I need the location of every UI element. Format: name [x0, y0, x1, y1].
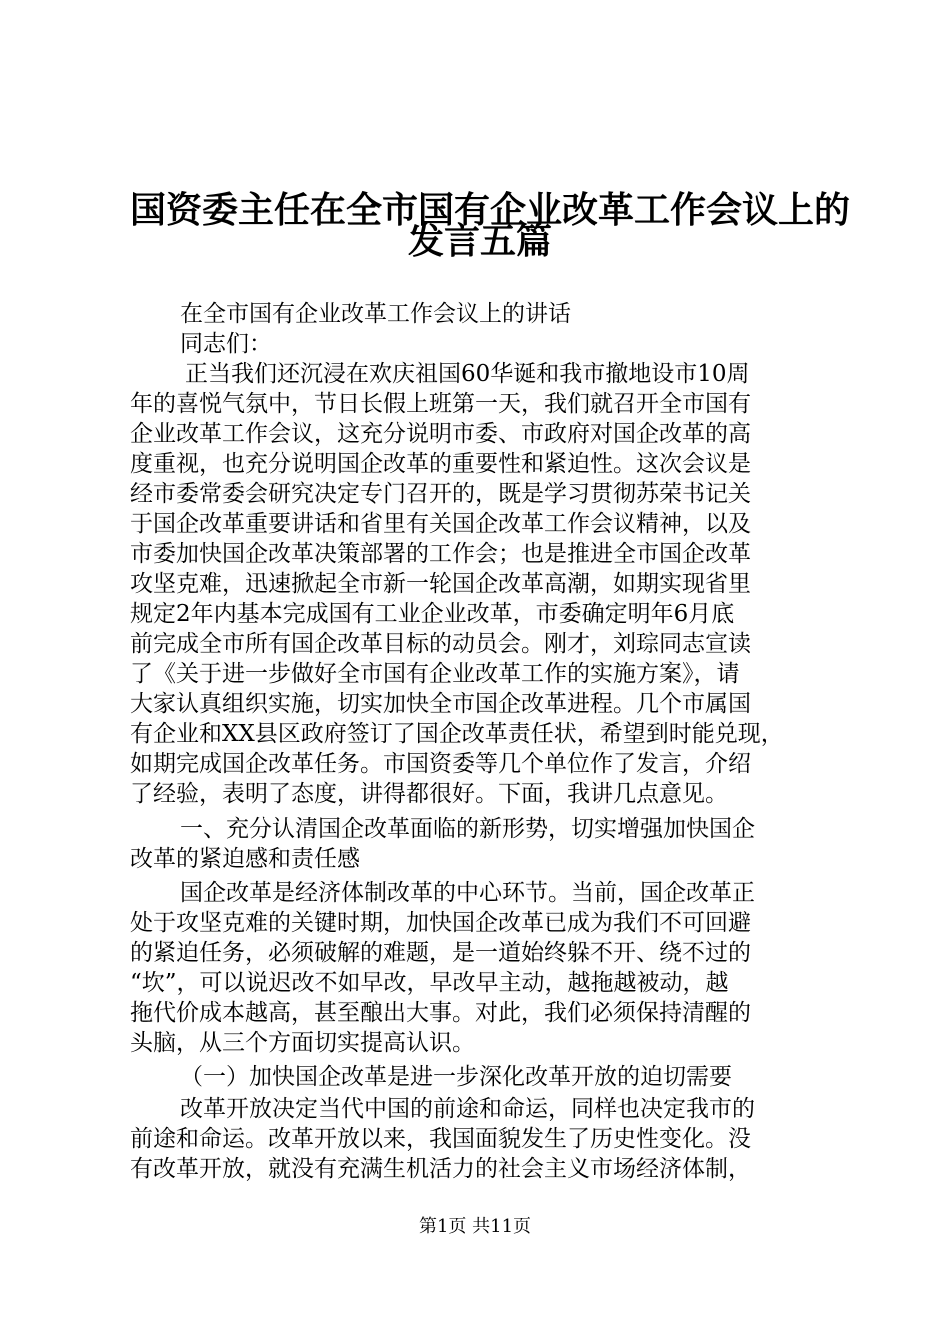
text-line: 了经验，表明了态度，讲得都很好。下面，我讲几点意见。 [130, 781, 728, 807]
text-line: 规定2年内基本完成国有工业企业改革，市委确定明年6月底 [130, 601, 735, 627]
text-line: 前途和命运。改革开放以来，我国面貌发生了历史性变化。没 [130, 1126, 751, 1152]
text-line: 拖代价成本越高，甚至酿出大事。对此，我们必须保持清醒的 [130, 1000, 751, 1026]
text-line: 年的喜悦气氛中，节日长假上班第一天，我们就召开全市国有 [130, 391, 751, 417]
section-heading: 一、充分认清国企改革面临的新形势，切实增强加快国企 [180, 816, 755, 842]
text-line: 攻坚克难，迅速掀起全市新一轮国企改革高潮，如期实现省里 [130, 571, 751, 597]
text-line: “坎”，可以说迟改不如早改，早改早主动，越拖越被动，越 [130, 970, 729, 996]
text-line: 经市委常委会研究决定专门召开的，既是学习贯彻苏荣书记关 [130, 481, 751, 507]
text-line: 如期完成国企改革任务。市国资委等几个单位作了发言，介绍 [130, 751, 751, 777]
document-title-line-2: 发言五篇 [407, 220, 552, 262]
text-line: 的紧迫任务，必须破解的难题，是一道始终躲不开、绕不过的 [130, 940, 751, 966]
text-line: 有企业和XX县区政府签订了国企改革责任状，希望到时能兑现， [130, 721, 784, 747]
document-title-line-1: 国资委主任在全市国有企业改革工作会议上的 [130, 189, 851, 231]
text-line: 度重视，也充分说明国企改革的重要性和紧迫性。这次会议是 [130, 451, 751, 477]
document-subtitle: 在全市国有企业改革工作会议上的讲话 [180, 301, 571, 327]
text-line: 处于攻坚克难的关键时期，加快国企改革已成为我们不可回避 [130, 910, 751, 936]
text-line: 改革开放决定当代中国的前途和命运，同样也决定我市的 [180, 1096, 755, 1122]
section-heading: 改革的紧迫感和责任感 [130, 846, 360, 872]
text-line: 了《关于进一步做好全市国有企业改革工作的实施方案》，请 [130, 661, 740, 687]
subsection-heading: （一）加快国企改革是进一步深化改革开放的迫切需要 [180, 1064, 732, 1090]
text-line: 于国企改革重要讲话和省里有关国企改革工作会议精神，以及 [130, 511, 751, 537]
page-footer: 第1页 共11页 [418, 1216, 532, 1237]
text-line: 企业改革工作会议，这充分说明市委、市政府对国企改革的高 [130, 421, 751, 447]
salutation: 同志们： [180, 331, 272, 357]
text-line: 国企改革是经济体制改革的中心环节。当前，国企改革正 [180, 880, 755, 906]
text-line: 市委加快国企改革决策部署的工作会；也是推进全市国企改革 [130, 541, 751, 567]
text-line: 大家认真组织实施，切实加快全市国企改革进程。几个市属国 [130, 691, 751, 717]
text-line: 有改革开放，就没有充满生机活力的社会主义市场经济体制， [130, 1156, 751, 1182]
text-line: 正当我们还沉浸在欢庆祖国60华诞和我市撤地设市10周 [185, 361, 750, 387]
text-line: 前完成全市所有国企改革目标的动员会。刚才，刘琮同志宣读 [130, 631, 751, 657]
text-line: 头脑，从三个方面切实提高认识。 [130, 1030, 475, 1056]
